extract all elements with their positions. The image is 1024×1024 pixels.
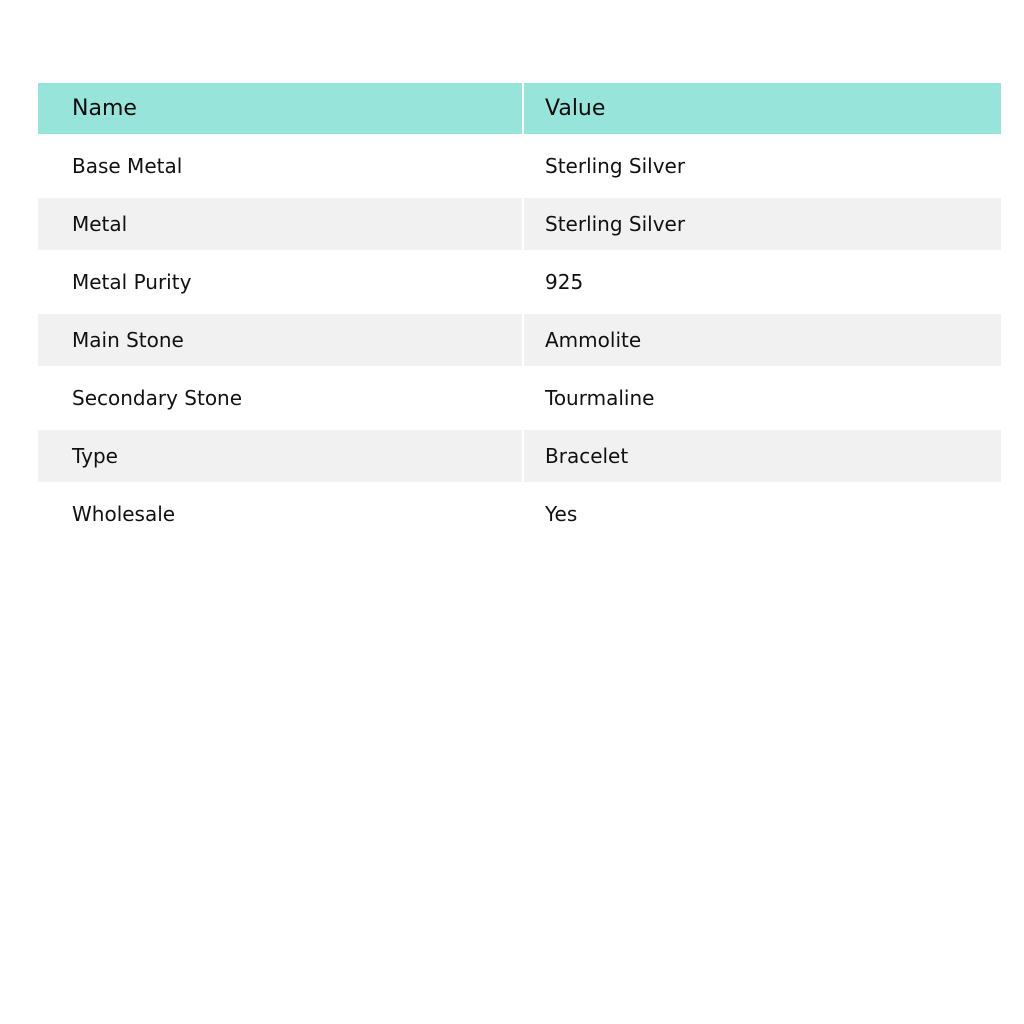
- table-header: [38, 83, 1001, 137]
- column-header-value: Value: [523, 83, 1001, 137]
- column-header-name: Name: [38, 83, 523, 137]
- table-body: [38, 137, 1001, 540]
- table-row: [38, 311, 1001, 369]
- table-row: [38, 253, 1001, 311]
- attribute-name-cell: Secondary Stone: [72, 386, 243, 410]
- attribute-value-cell: Sterling Silver: [523, 137, 1001, 195]
- table-row: [38, 369, 1001, 427]
- attribute-name-cell: Main Stone: [38, 311, 523, 369]
- product-attributes-table: [38, 83, 1001, 540]
- table-row: [38, 485, 1001, 540]
- attribute-value-cell: Bracelet: [523, 427, 1001, 485]
- attribute-value-cell: Ammolite: [523, 311, 1001, 369]
- attribute-name-cell: Metal Purity: [72, 270, 192, 294]
- attribute-name-cell: Wholesale: [72, 502, 176, 526]
- attribute-value-cell: Tourmaline: [523, 369, 1001, 427]
- attribute-name-cell: Base Metal: [72, 154, 183, 178]
- attribute-value-cell: 925: [523, 253, 1001, 311]
- table-row: [38, 195, 1001, 253]
- attribute-value-cell: Yes: [523, 485, 1001, 540]
- table-row: [38, 137, 1001, 195]
- attribute-name-cell: Metal: [38, 195, 523, 253]
- table-row: [38, 427, 1001, 485]
- header-row: [38, 83, 1001, 137]
- attribute-name-cell: Type: [38, 427, 523, 485]
- attribute-value-cell: Sterling Silver: [523, 195, 1001, 253]
